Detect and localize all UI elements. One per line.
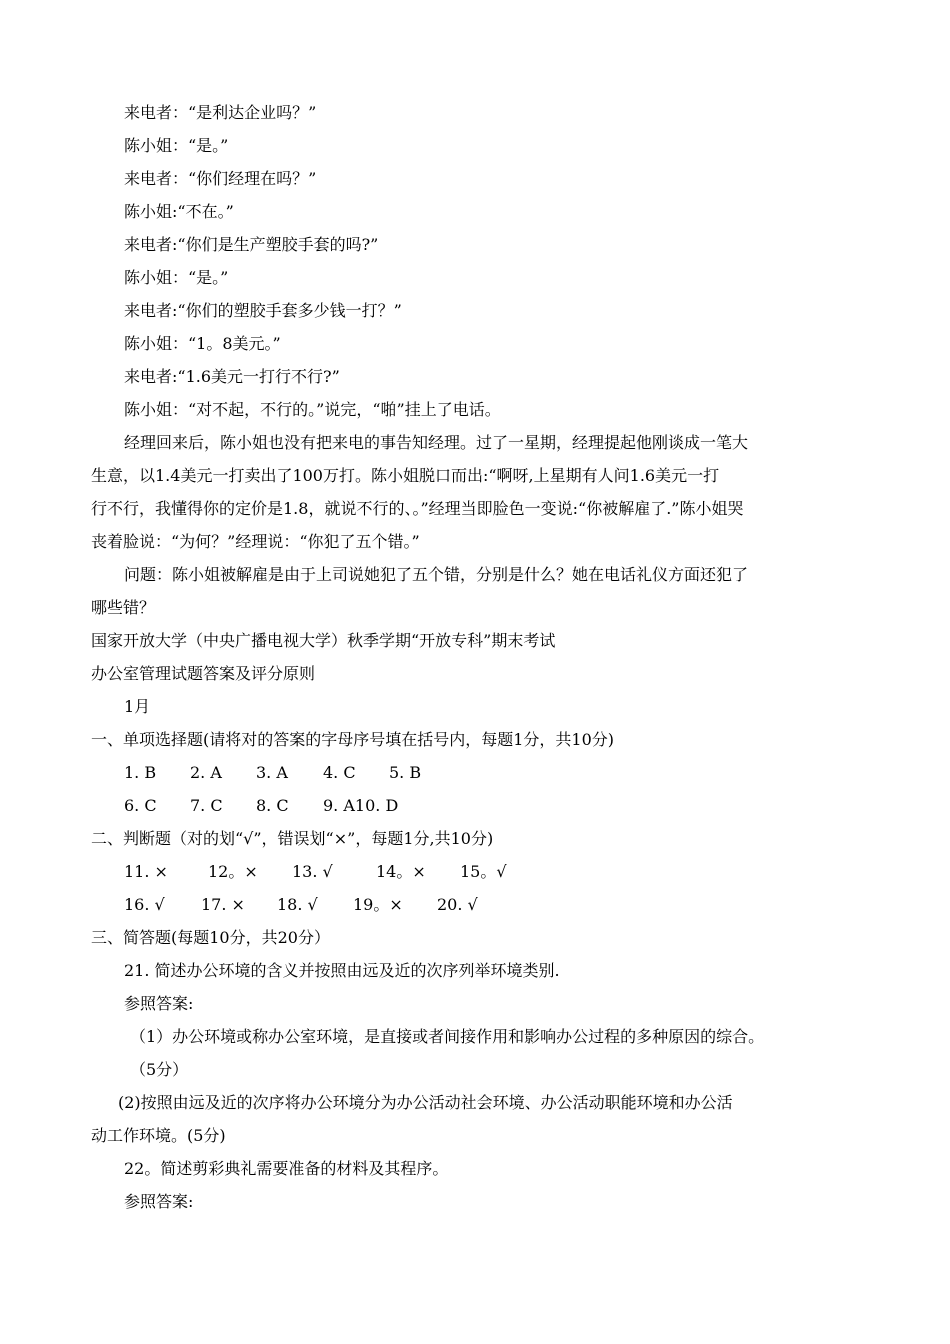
answer-item: 20. √ xyxy=(437,895,478,914)
answer-item: 7. C xyxy=(190,796,223,815)
answer-21-part2: 动工作环境。(5分) xyxy=(91,1126,226,1145)
story-paragraph-line: 经理回来后，陈小姐也没有把来电的事告知经理。过了一星期，经理提起他刚谈成一笔大 xyxy=(124,433,749,452)
answer-row xyxy=(124,763,421,783)
question-line: 哪些错？ xyxy=(91,598,156,617)
exam-month: 1月 xyxy=(124,697,151,716)
dialogue-line: 来电者:“你们是生产塑胶手套的吗?” xyxy=(124,235,379,254)
answer-item: 1. B xyxy=(124,763,157,782)
answer-item: 9. A10. D xyxy=(323,796,399,815)
answer-21-part1-score: （5分） xyxy=(130,1060,189,1079)
subject-title: 办公室管理试题答案及评分原则 xyxy=(91,664,316,683)
answer-item: 6. C xyxy=(124,796,157,815)
answer-item: 4. C xyxy=(323,763,356,782)
answer-item: 15。√ xyxy=(460,862,507,881)
dialogue-line: 来电者：“你们经理在吗？” xyxy=(124,169,317,188)
answer-item: 18. √ xyxy=(277,895,318,914)
dialogue-line: 陈小姐：“是。” xyxy=(124,136,229,155)
story-paragraph-line: 生意，以1.4美元一打卖出了100万打。陈小姐脱口而出:“啊呀,上星期有人问1.6美元一打 xyxy=(91,466,720,485)
answer-row xyxy=(124,862,507,882)
reference-answer-label: 参照答案: xyxy=(124,994,194,1013)
question-21: 21. 简述办公环境的含义并按照由远及近的次序列举环境类别. xyxy=(124,961,560,980)
section-heading-judgment: 二、判断题（对的划“√”，错误划“×”，每题1分,共10分) xyxy=(91,829,494,848)
answer-row xyxy=(124,895,478,915)
story-paragraph-line: 丧着脸说：“为何？”经理说：“你犯了五个错。” xyxy=(91,532,420,551)
answer-21-part1: （1）办公环境或称办公室环境，是直接或者间接作用和影响办公过程的多种原因的综合。 xyxy=(130,1027,765,1046)
answer-item: 14。× xyxy=(376,862,426,881)
dialogue-line: 来电者:“你们的塑胶手套多少钱一打？” xyxy=(124,301,402,320)
reference-answer-label: 参照答案: xyxy=(124,1192,194,1211)
dialogue-line: 陈小姐:“不在。” xyxy=(124,202,234,221)
answer-item: 11. × xyxy=(124,862,168,881)
answer-item: 12。× xyxy=(208,862,258,881)
dialogue-line: 来电者：“是利达企业吗？” xyxy=(124,103,317,122)
question-line: 问题：陈小姐被解雇是由于上司说她犯了五个错，分别是什么？她在电话礼仪方面还犯了 xyxy=(124,565,749,584)
answer-21-part2: (2)按照由远及近的次序将办公环境分为办公活动社会环境、办公活动职能环境和办公活 xyxy=(118,1093,733,1112)
answer-item: 13. √ xyxy=(292,862,333,881)
answer-item: 3. A xyxy=(256,763,288,782)
dialogue-line: 来电者:“1.6美元一打行不行?” xyxy=(124,367,340,386)
answer-item: 17. × xyxy=(201,895,245,914)
answer-item: 8. C xyxy=(256,796,289,815)
question-22: 22。简述剪彩典礼需要准备的材料及其程序。 xyxy=(124,1159,449,1178)
story-paragraph-line: 行不行，我懂得你的定价是1.8，就说不行的、。”经理当即脸色一变说:“你被解雇了.”陈小姐哭 xyxy=(91,499,744,518)
answer-item: 16. √ xyxy=(124,895,165,914)
answer-row xyxy=(124,796,398,816)
answer-item: 19。× xyxy=(353,895,403,914)
dialogue-line: 陈小姐：“是。” xyxy=(124,268,229,287)
section-heading-choice: 一、单项选择题(请将对的答案的字母序号填在括号内，每题1分，共10分) xyxy=(91,730,615,749)
dialogue-line: 陈小姐：“对不起，不行的。”说完，“啪”挂上了电话。 xyxy=(124,400,501,419)
answer-item: 5. B xyxy=(389,763,422,782)
section-heading-short-answer: 三、简答题(每题10分，共20分） xyxy=(91,928,330,947)
dialogue-line: 陈小姐：“1。8美元。” xyxy=(124,334,281,353)
exam-title: 国家开放大学（中央广播电视大学）秋季学期“开放专科”期末考试 xyxy=(91,631,556,650)
answer-item: 2. A xyxy=(190,763,222,782)
